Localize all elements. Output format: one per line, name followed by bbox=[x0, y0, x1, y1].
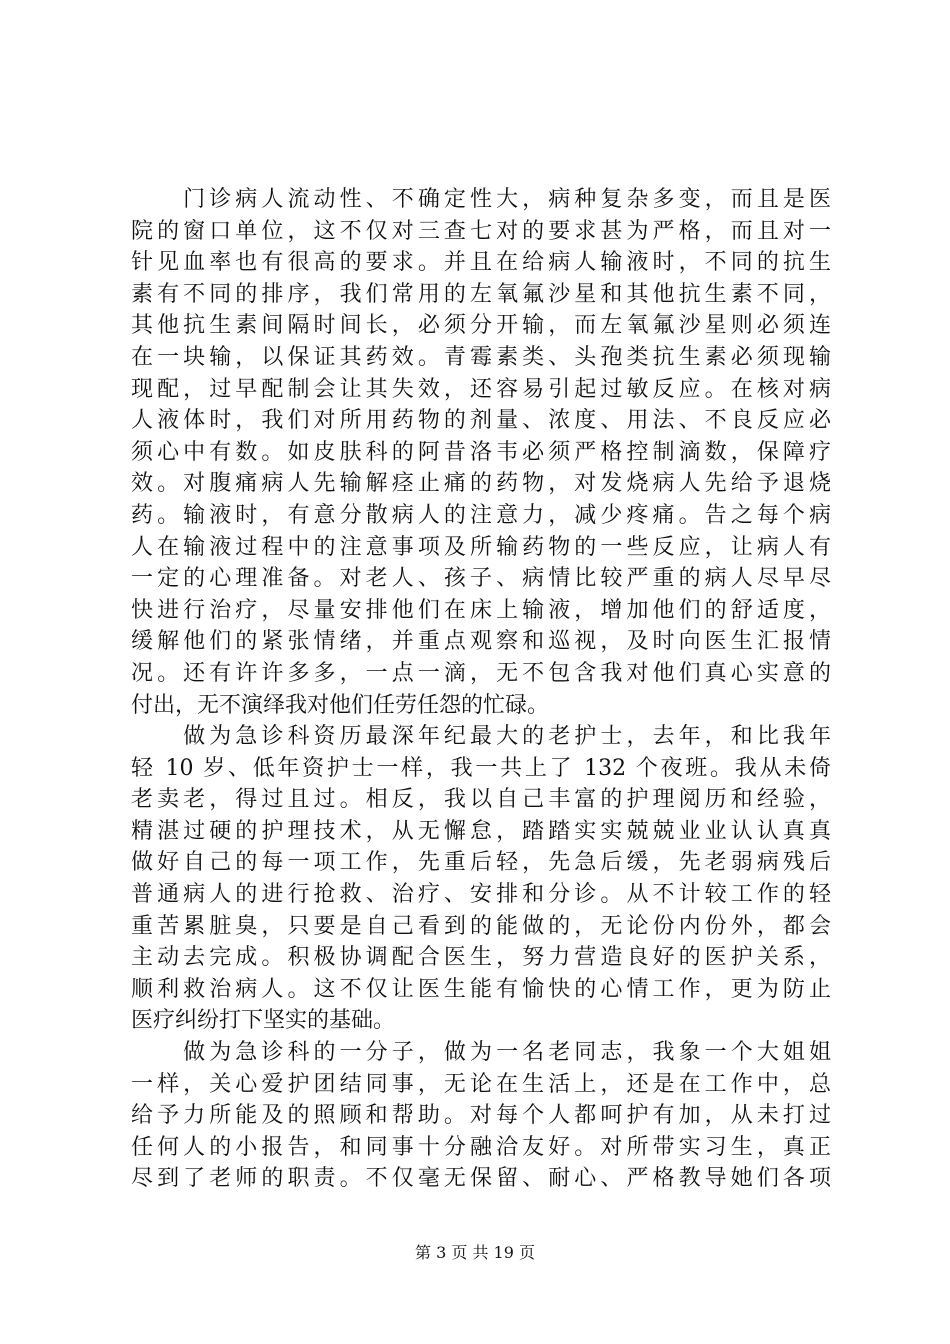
text-line: 药。输液时，有意分散病人的注意力，减少疼痛。告之每个病 bbox=[131, 502, 831, 528]
text-line: 做为急诊科的一分子，做为一名老同志，我象一个大姐姐 bbox=[131, 1040, 831, 1066]
text-line: 精湛过硬的护理技术，从无懈怠，踏踏实实兢兢业业认认真真 bbox=[131, 818, 831, 844]
text-line: 尽到了老师的职责。不仅毫无保留、耐心、严格教导她们各项 bbox=[131, 1166, 831, 1192]
text-line: 其他抗生素间隔时间长，必须分开输，而左氧氟沙星则必须连 bbox=[131, 313, 831, 339]
text-line: 缓解他们的紧张情绪，并重点观察和巡视，及时向医生汇报情 bbox=[131, 629, 831, 655]
text-line: 一定的心理准备。对老人、孩子、病情比较严重的病人尽早尽 bbox=[131, 566, 831, 592]
text-line: 医疗纠纷打下坚实的基础。 bbox=[131, 1008, 396, 1034]
page-footer: 第 3 页 共 19 页 bbox=[415, 1243, 535, 1262]
text-line: 做好自己的每一项工作，先重后轻，先急后缓，先老弱病残后 bbox=[131, 850, 831, 876]
text-line: 给予力所能及的照顾和帮助。对每个人都呵护有加，从未打过 bbox=[131, 1103, 831, 1129]
text-line: 人液体时，我们对所用药物的剂量、浓度、用法、不良反应必 bbox=[131, 408, 831, 434]
text-line: 一样，关心爱护团结同事，无论在生活上，还是在工作中，总 bbox=[131, 1071, 831, 1097]
text-line: 现配，过早配制会让其失效，还容易引起过敏反应。在核对病 bbox=[131, 376, 831, 402]
body-text bbox=[131, 184, 831, 1195]
text-line: 主动去完成。积极协调配合医生，努力营造良好的医护关系， bbox=[131, 945, 831, 971]
text-line: 院的窗口单位，这不仅对三查七对的要求甚为严格，而且对一 bbox=[131, 218, 831, 244]
text-line: 素有不同的排序，我们常用的左氧氟沙星和其他抗生素不同， bbox=[131, 281, 831, 307]
text-line: 效。对腹痛病人先输解痉止痛的药物，对发烧病人先给予退烧 bbox=[131, 471, 831, 497]
text-line: 付出，无不演绎我对他们任劳任怨的忙碌。 bbox=[131, 692, 550, 718]
text-line: 针见血率也有很高的要求。并且在给病人输液时，不同的抗生 bbox=[131, 250, 831, 276]
text-line: 须心中有数。如皮肤科的阿昔洛韦必须严格控制滴数，保障疗 bbox=[131, 439, 831, 465]
text-line: 重苦累脏臭，只要是自己看到的能做的，无论份内份外，都会 bbox=[131, 913, 831, 939]
text-line: 顺利救治病人。这不仅让医生能有愉快的心情工作，更为防止 bbox=[131, 976, 831, 1002]
text-line: 况。还有许许多多，一点一滴，无不包含我对他们真心实意的 bbox=[131, 660, 831, 686]
text-line: 普通病人的进行抢救、治疗、安排和分诊。从不计较工作的轻 bbox=[131, 882, 831, 908]
text-line: 做为急诊科资历最深年纪最大的老护士，去年，和比我年 bbox=[131, 724, 831, 750]
text-line: 任何人的小报告，和同事十分融洽友好。对所带实习生，真正 bbox=[131, 1134, 831, 1160]
text-line: 在一块输，以保证其药效。青霉素类、头孢类抗生素必须现输 bbox=[131, 344, 831, 370]
text-line: 轻 10 岁、低年资护士一样，我一共上了 132 个夜班。我从未倚 bbox=[131, 755, 831, 781]
text-line: 门诊病人流动性、不确定性大，病种复杂多变，而且是医 bbox=[131, 187, 831, 212]
text-line: 老卖老，得过且过。相反，我以自己丰富的护理阅历和经验， bbox=[131, 787, 831, 813]
text-line: 人在输液过程中的注意事项及所输药物的一些反应，让病人有 bbox=[131, 534, 831, 560]
text-line: 快进行治疗，尽量安排他们在床上输液，增加他们的舒适度， bbox=[131, 597, 831, 623]
